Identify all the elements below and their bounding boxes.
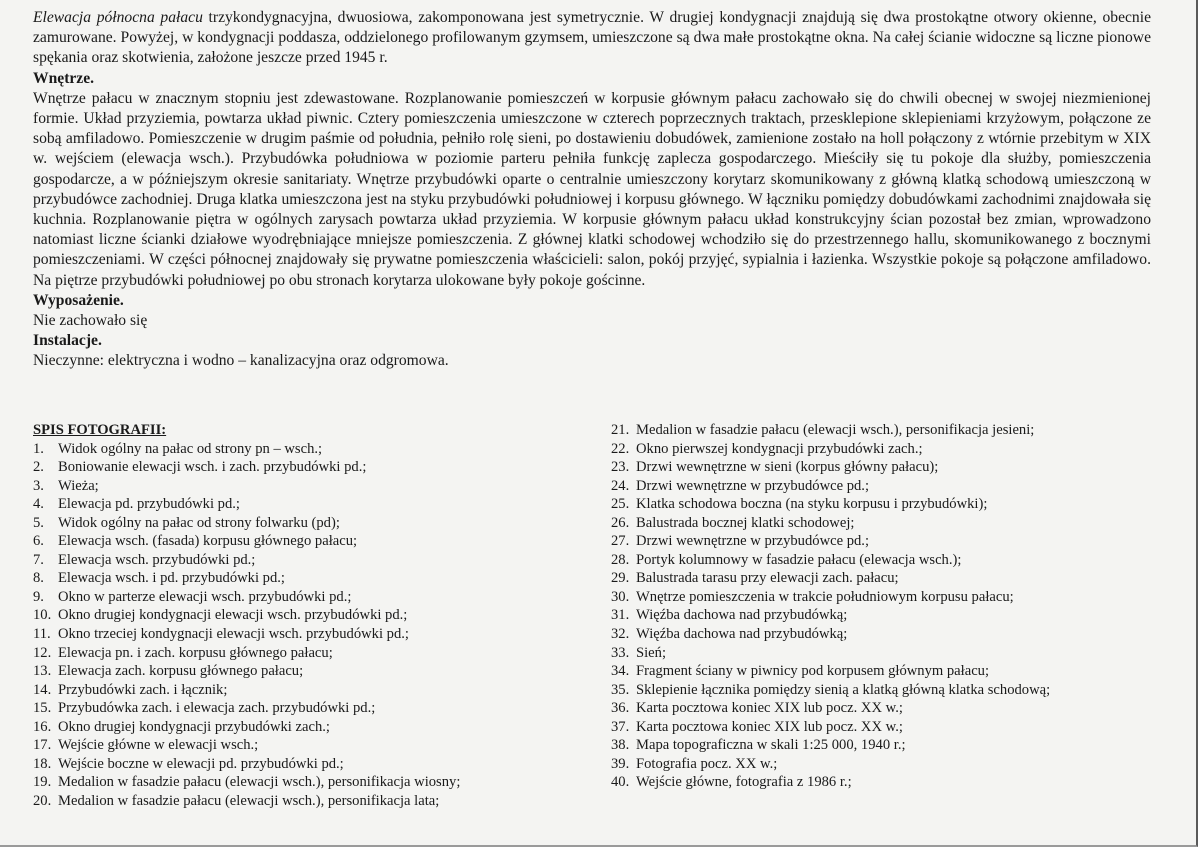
photo-list-item-number: 35. (611, 681, 630, 698)
photo-list-item-text: Medalion w fasadzie pałacu (elewacji wsch.), personifikacja jesieni; (636, 422, 1035, 438)
photo-list-item-number: 18. (33, 755, 52, 772)
photo-list-item (33, 606, 593, 625)
photo-list-item (33, 718, 593, 737)
photo-list-left-items (33, 440, 593, 811)
photo-list-item-text: Przybudówka zach. i elewacja zach. przybudówki pd.; (58, 700, 376, 717)
photo-list-item-number: 29. (611, 570, 630, 587)
installations-heading: Instalacje. (33, 332, 102, 350)
photo-list-item-text: Okno trzeciej kondygnacji elewacji wsch. przybudówki pd.; (58, 626, 409, 643)
photo-list-item-number: 39. (611, 755, 630, 772)
photo-list-item-text: Elewacja wsch. i pd. przybudówki pd.; (58, 570, 285, 587)
photo-list-right-items (611, 421, 1091, 792)
photo-list-item (611, 644, 1091, 663)
photo-list-right (611, 421, 1091, 792)
photo-list-item-number: 23. (611, 459, 630, 476)
intro-lead: Elewacja północna pałacu (33, 9, 203, 26)
photo-list-item (33, 551, 593, 570)
photo-list-item (33, 644, 593, 663)
photo-list-item-text: Drzwi wewnętrzne w sieni (korpus główny pałacu); (636, 459, 939, 476)
photo-list-item-number: 14. (33, 681, 52, 698)
photo-list-item-number: 34. (611, 663, 630, 680)
photo-list-item-number: 31. (611, 607, 630, 624)
photo-list-item-text: Boniowanie elewacji wsch. i zach. przybudówki pd.; (58, 459, 367, 476)
photo-list-item-text: Przybudówki zach. i łącznik; (58, 681, 228, 698)
photo-list-item-text: Drzwi wewnętrzne w przybudówce pd.; (636, 533, 870, 550)
photo-list-item-number: 26. (611, 514, 630, 531)
photo-list-item-number: 2. (33, 459, 44, 476)
photo-list-item-number: 33. (611, 644, 630, 661)
photo-list-item (33, 440, 593, 459)
photo-list-item-number: 9. (33, 588, 44, 605)
photo-list-item (33, 773, 593, 792)
photo-list-item-number: 19. (33, 774, 52, 791)
photo-list-item (33, 588, 593, 607)
photo-list-item (611, 551, 1091, 570)
intro-text: trzykondygnacyjna, dwuosiowa, zakomponowana jest symetrycznie. W drugiej kondygnacji znajdują się dwa prostokątne otwory okienne, obecnie zamurowane. Powyżej, w kondygnacji poddasza, oddzielonego profilowanym gzymsem, umieszczone są dwa małe prostokątne okna. Na całej ścianie widoczne są liczne pionowe spękania oraz skotwienia, założone jeszcze przed 1945 r. (33, 9, 1151, 67)
photo-list-item-number: 40. (611, 774, 630, 791)
photo-list-item-text: Medalion w fasadzie pałacu (elewacji wsch.), personifikacja lata; (58, 792, 440, 809)
photo-list-item (33, 514, 593, 533)
equipment-paragraph: Nie zachowało się (33, 312, 148, 330)
photo-list-item-text: Fragment ściany w piwnicy pod korpusem głównym pałacu; (636, 663, 990, 680)
photo-list-item-number: 36. (611, 700, 630, 717)
photo-list-item-number: 37. (611, 718, 630, 735)
photo-list-title: SPIS FOTOGRAFII: (33, 422, 167, 438)
photo-list-item-number: 20. (33, 792, 52, 809)
photo-list-item-text: Karta pocztowa koniec XIX lub pocz. XX w.; (636, 700, 903, 717)
photo-list-item (33, 662, 593, 681)
photo-list-item-text: Okno pierwszej kondygnacji przybudówki zach.; (636, 440, 923, 457)
body-text (33, 8, 1151, 372)
photo-list-item-number: 11. (33, 626, 51, 643)
photo-list-item (611, 681, 1091, 700)
photo-list-item-number: 22. (611, 440, 630, 457)
photo-list-item-text: Elewacja pn. i zach. korpusu głównego pałacu; (58, 644, 333, 661)
photo-list-item-text: Elewacja wsch. (fasada) korpusu głównego pałacu; (58, 533, 358, 550)
photo-list-item-number: 17. (33, 737, 52, 754)
photo-list-item-number: 21. (611, 422, 630, 438)
photo-list-item-text: Wieża; (58, 477, 99, 494)
photo-list-item (611, 569, 1091, 588)
photo-list-item-number: 1. (33, 440, 44, 457)
photo-list-item-text: Wnętrze pomieszczenia w trakcie południowym korpusu pałacu; (636, 588, 1014, 605)
photo-list-item (611, 755, 1091, 774)
photo-list-item-text: Więźba dachowa nad przybudówką; (636, 607, 848, 624)
photo-list-item-text: Sień; (636, 644, 666, 661)
photo-list-item (33, 569, 593, 588)
photo-list-item-text: Fotografia pocz. XX w.; (636, 755, 778, 772)
photo-list-item-text: Widok ogólny na pałac od strony folwarku (pd); (58, 514, 340, 531)
photo-list-item-number: 8. (33, 570, 44, 587)
photo-list-item-number: 6. (33, 533, 44, 550)
photo-list-item-text: Więźba dachowa nad przybudówką; (636, 626, 848, 643)
photo-list-item (33, 699, 593, 718)
photo-list-item (33, 681, 593, 700)
photo-list-item (611, 736, 1091, 755)
photo-list-item-text: Widok ogólny na pałac od strony pn – wsch.; (58, 440, 323, 457)
photo-list-item-number: 7. (33, 551, 44, 568)
photo-list-item-number: 28. (611, 551, 630, 568)
photo-list-item (611, 477, 1091, 496)
photo-list-item (33, 736, 593, 755)
interior-paragraph: Wnętrze pałacu w znacznym stopniu jest zdewastowane. Rozplanowanie pomieszczeń w korpusie głównym pałacu zachowało się do chwili obecnej w swojej niezmienionej formie. Układ przyziemia, powtarza układ piwnic. Cztery pomieszczenia umieszczone w czterech poprzecznych traktach, przesklepione sklepieniami krzyżowym, połączone ze sobą amfiladowo. Pomieszczenie w drugim paśmie od południa, pełniło rolę sieni, po dostawieniu dobudówek, zamienione zostało na holl połączony z wtórnie przebitym w XIX w. wejściem (elewacja wsch.). Przybudówka południowa w poziomie parteru pełniła funkcję zaplecza gospodarczego. Mieściły się tu pokoje dla służby, pomieszczenia gospodarcze, a w późniejszym okresie sanitariaty. Wnętrze przybudówki oparte o centralnie umieszczony korytarz skomunikowany z główną klatką schodową umieszczoną w przybudówce zachodniej. Druga klatka umieszczona jest na styku przybudówki południowej i korpusu głównego. W łączniku pomiędzy dobudówkami zachodnimi znajdowała się kuchnia. Rozplanowanie piętra w ogólnych zarysach powtarza układ przyziemia. W korpusie głównym pałacu układ konstrukcyjny ścian pozostał bez zmian, wprowadzono natomiast liczne ścianki działowe wyodrębniające mniejsze pomieszczenia. Z głównej klatki schodowej wchodziło się do przestrzennego hallu, skomunikowanego z bocznymi pomieszczeniami. W części północnej znajdowały się prywatne pomieszczenia właścicieli: salon, pokój przyjęć, sypialnia i łazienka. Wszystkie pokoje są połączone amfiladowo. Na piętrze przybudówki południowej po obu stronach korytarza ulokowane były pokoje gościnne. (33, 89, 1151, 289)
photo-list-item-number: 16. (33, 718, 52, 735)
photo-list-item-number: 10. (33, 607, 52, 624)
photo-list-item-number: 30. (611, 588, 630, 605)
photo-list-item (611, 588, 1091, 607)
photo-list-item-text: Balustrada tarasu przy elewacji zach. pałacu; (636, 570, 899, 587)
installations-paragraph: Nieczynne: elektryczna i wodno – kanalizacyjna oraz odgromowa. (33, 352, 449, 370)
photo-list-item (611, 532, 1091, 551)
photo-list-item (33, 495, 593, 514)
photo-list-item (611, 458, 1091, 477)
photo-list-item-text: Medalion w fasadzie pałacu (elewacji wsch.), personifikacja wiosny; (58, 774, 461, 791)
photo-list-item-number: 13. (33, 663, 52, 680)
photo-list-item-text: Okno drugiej kondygnacji przybudówki zach.; (58, 718, 330, 735)
photo-list-item (611, 699, 1091, 718)
photo-list-item-number: 5. (33, 514, 44, 531)
photo-list-item-number: 24. (611, 477, 630, 494)
photo-list-item-text: Balustrada bocznej klatki schodowej; (636, 514, 855, 531)
photo-list-item-text: Sklepienie łącznika pomiędzy sienią a klatką główną klatka schodową; (636, 681, 1051, 698)
photo-list-item-text: Elewacja pd. przybudówki pd.; (58, 496, 240, 513)
photo-list-item-number: 32. (611, 626, 630, 643)
photo-list-item (611, 606, 1091, 625)
photo-list-item-text: Okno drugiej kondygnacji elewacji wsch. przybudówki pd.; (58, 607, 408, 624)
photo-list-item-text: Wejście boczne w elewacji pd. przybudówki pd.; (58, 755, 344, 772)
photo-list-item-text: Karta pocztowa koniec XIX lub pocz. XX w.; (636, 718, 903, 735)
photo-list-item (611, 514, 1091, 533)
photo-list-item (611, 440, 1091, 459)
photo-list-item-text: Portyk kolumnowy w fasadzie pałacu (elewacja wsch.); (636, 551, 962, 568)
photo-list-item-text: Elewacja wsch. przybudówki pd.; (58, 551, 256, 568)
photo-list-item-text: Mapa topograficzna w skali 1:25 000, 1940 r.; (636, 737, 906, 754)
photo-list-item-text: Elewacja zach. korpusu głównego pałacu; (58, 663, 304, 680)
photo-list-item (33, 458, 593, 477)
photo-list-item (611, 718, 1091, 737)
photo-list-item-number: 3. (33, 477, 44, 494)
photo-list-item-text: Drzwi wewnętrzne w przybudówce pd.; (636, 477, 870, 494)
interior-heading: Wnętrze. (33, 69, 95, 87)
photo-list-item-text: Wejście główne w elewacji wsch.; (58, 737, 259, 754)
photo-list-item (33, 477, 593, 496)
photo-list-item-text: Okno w parterze elewacji wsch. przybudówki pd.; (58, 588, 352, 605)
photo-list-item-number: 27. (611, 533, 630, 550)
photo-list-item (611, 421, 1091, 440)
intro-paragraph (33, 8, 1151, 69)
photo-list-item (33, 792, 593, 811)
photo-list-item-text: Wejście główne, fotografia z 1986 r.; (636, 774, 852, 791)
equipment-heading: Wyposażenie. (33, 291, 124, 309)
photo-list-item-text: Klatka schodowa boczna (na styku korpusu i przybudówki); (636, 496, 988, 513)
photo-list-item-number: 38. (611, 737, 630, 754)
photo-list-item (611, 625, 1091, 644)
photo-list-item-number: 4. (33, 496, 44, 513)
photo-list-item-number: 12. (33, 644, 52, 661)
photo-list-item (611, 495, 1091, 514)
photo-list-item (33, 625, 593, 644)
photo-list-item (611, 773, 1091, 792)
photo-list-item (611, 662, 1091, 681)
photo-list-left (33, 421, 593, 810)
photo-list-item (33, 532, 593, 551)
photo-list-item-number: 25. (611, 496, 630, 513)
photo-list-item (33, 755, 593, 774)
photo-list-item-number: 15. (33, 700, 52, 717)
